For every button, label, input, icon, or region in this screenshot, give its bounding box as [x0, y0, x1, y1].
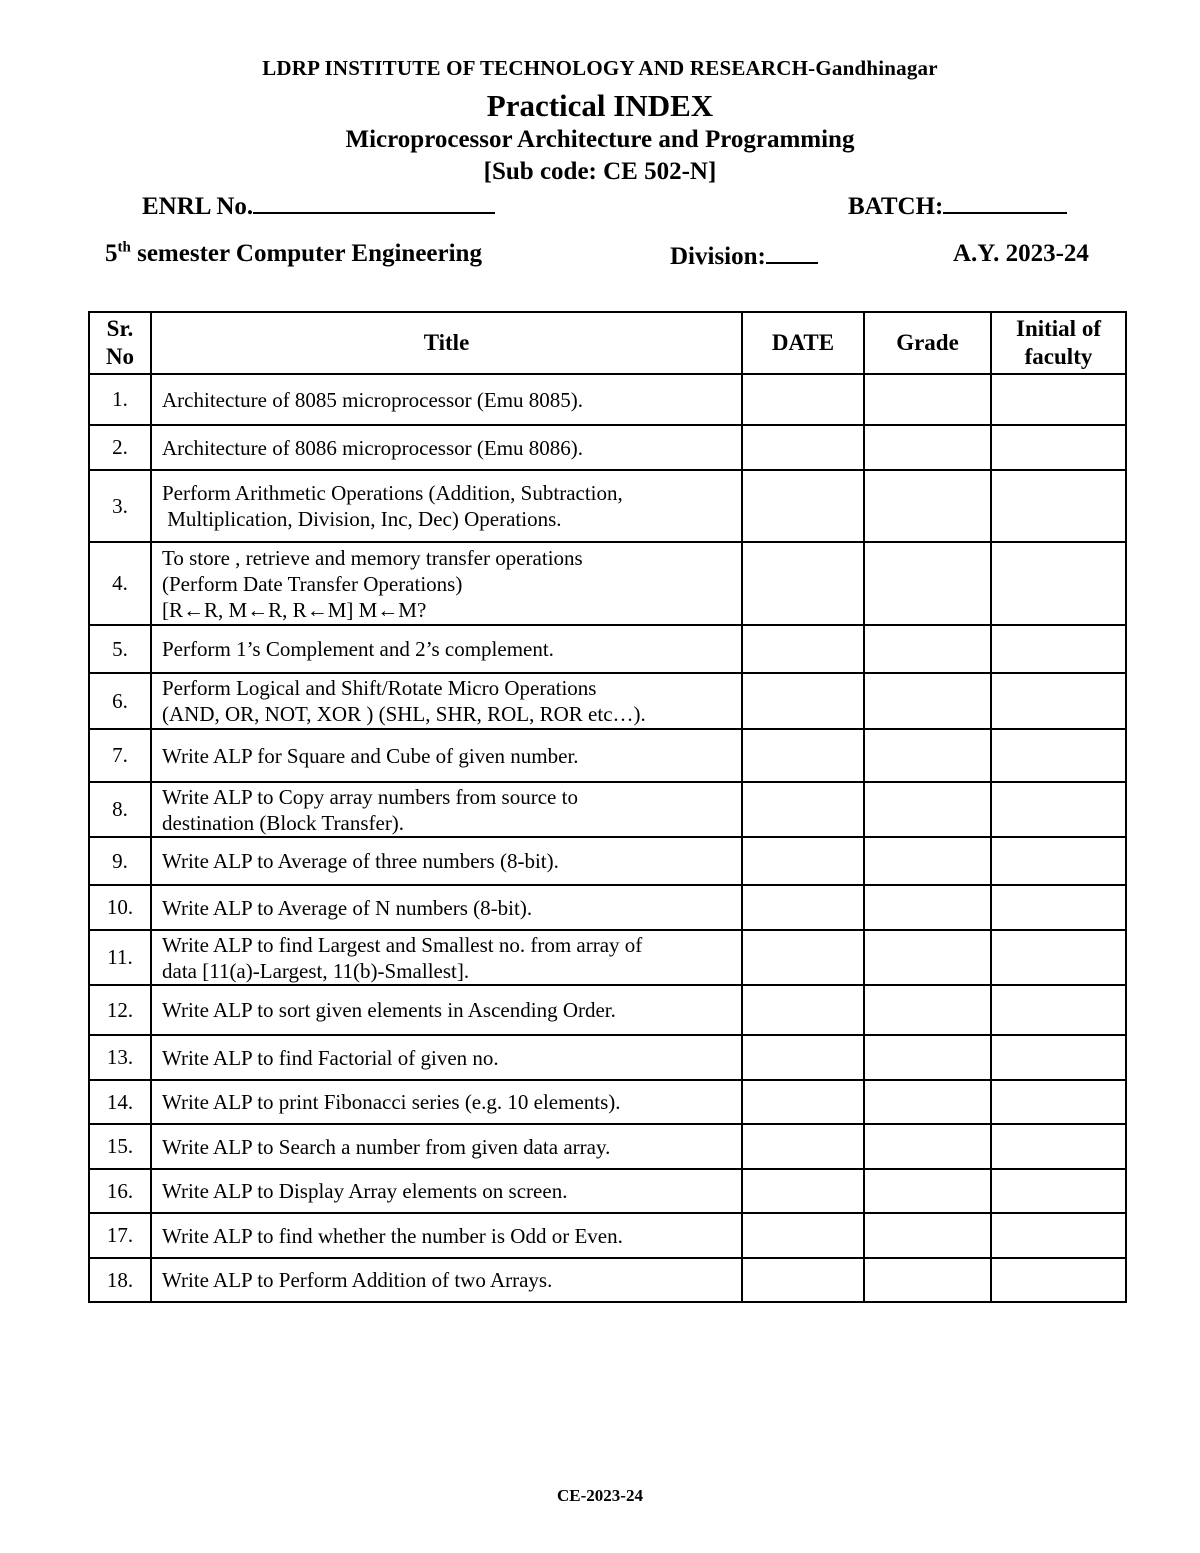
row-sr-no: 17. — [89, 1213, 151, 1258]
row-grade-cell[interactable] — [864, 673, 991, 729]
row-grade-cell[interactable] — [864, 1169, 991, 1213]
row-initial-cell[interactable] — [991, 673, 1126, 729]
row-date-cell[interactable] — [742, 885, 864, 930]
row-grade-cell[interactable] — [864, 470, 991, 542]
row-title — [151, 729, 742, 782]
row-initial-cell[interactable] — [991, 837, 1126, 885]
row-sr-no: 7. — [89, 729, 151, 782]
header-title: Title — [151, 312, 742, 374]
row-grade-cell[interactable] — [864, 1035, 991, 1080]
row-initial-cell[interactable] — [991, 470, 1126, 542]
table-row — [89, 885, 1126, 930]
table-header-row — [89, 312, 1126, 374]
row-initial-cell[interactable] — [991, 885, 1126, 930]
row-title — [151, 782, 742, 837]
enrollment-blank[interactable] — [253, 190, 495, 214]
table-row — [89, 1035, 1126, 1080]
row-date-cell[interactable] — [742, 930, 864, 985]
table-row — [89, 1124, 1126, 1169]
row-title — [151, 542, 742, 625]
practical-index-table — [88, 311, 1127, 1303]
table-row — [89, 374, 1126, 425]
row-grade-cell[interactable] — [864, 1124, 991, 1169]
row-title — [151, 985, 742, 1035]
row-title — [151, 374, 742, 425]
division-label: Division: — [670, 243, 766, 270]
row-title-line: Write ALP to Perform Addition of two Arrays. — [162, 1268, 553, 1292]
row-grade-cell[interactable] — [864, 1213, 991, 1258]
row-grade-cell[interactable] — [864, 1258, 991, 1302]
row-title-line: Write ALP to Search a number from given data array. — [162, 1134, 611, 1159]
row-title-line: Write ALP to print Fibonacci series (e.g. 10 elements). — [162, 1090, 621, 1114]
row-grade-cell[interactable] — [864, 930, 991, 985]
row-title-line: Write ALP to Copy array numbers from source to — [162, 784, 578, 809]
row-sr-no: 4. — [89, 542, 151, 625]
row-title-line: Write ALP for Square and Cube of given number. — [162, 743, 579, 768]
row-grade-cell[interactable] — [864, 1080, 991, 1124]
table-row — [89, 1258, 1126, 1302]
row-date-cell[interactable] — [742, 782, 864, 837]
academic-year: A.Y. 2023-24 — [953, 240, 1089, 267]
row-grade-cell[interactable] — [864, 542, 991, 625]
row-initial-cell[interactable] — [991, 729, 1126, 782]
row-title-line: Write ALP to find Factorial of given no. — [162, 1045, 499, 1070]
row-sr-no: 1. — [89, 374, 151, 425]
header-sr-no: Sr. No — [89, 312, 151, 374]
row-initial-cell[interactable] — [991, 1124, 1126, 1169]
row-grade-cell[interactable] — [864, 837, 991, 885]
row-title-line: data [11(a)-Largest, 11(b)-Smallest]. — [162, 958, 470, 983]
row-title-line: Write ALP to find whether the number is Odd or Even. — [162, 1223, 623, 1248]
row-title-line: Perform 1’s Complement and 2’s complement. — [162, 637, 554, 661]
row-initial-cell[interactable] — [991, 985, 1126, 1035]
row-initial-cell[interactable] — [991, 374, 1126, 425]
table-row — [89, 1080, 1126, 1124]
batch-blank[interactable] — [943, 190, 1067, 214]
row-date-cell[interactable] — [742, 673, 864, 729]
row-date-cell[interactable] — [742, 1169, 864, 1213]
division-field — [670, 240, 818, 271]
row-date-cell[interactable] — [742, 374, 864, 425]
row-sr-no: 3. — [89, 470, 151, 542]
row-date-cell[interactable] — [742, 1213, 864, 1258]
row-title-line: destination (Block Transfer). — [162, 810, 405, 835]
table-row — [89, 425, 1126, 470]
row-sr-no: 13. — [89, 1035, 151, 1080]
row-title-line: Write ALP to Display Array elements on screen. — [162, 1179, 568, 1203]
row-initial-cell[interactable] — [991, 1258, 1126, 1302]
row-title — [151, 837, 742, 885]
row-grade-cell[interactable] — [864, 885, 991, 930]
table-row — [89, 782, 1126, 837]
row-date-cell[interactable] — [742, 470, 864, 542]
semester-ordinal: th — [117, 239, 131, 256]
row-date-cell[interactable] — [742, 985, 864, 1035]
enrollment-field — [142, 190, 495, 221]
row-date-cell[interactable] — [742, 542, 864, 625]
row-grade-cell[interactable] — [864, 625, 991, 673]
table-row — [89, 837, 1126, 885]
row-grade-cell[interactable] — [864, 374, 991, 425]
row-sr-no: 15. — [89, 1124, 151, 1169]
row-title — [151, 470, 742, 542]
row-title-line: Perform Logical and Shift/Rotate Micro Operations — [162, 676, 597, 700]
row-title-line: Multiplication, Division, Inc, Dec) Operations. — [162, 507, 562, 531]
row-title-line: To store , retrieve and memory transfer operations — [162, 545, 583, 570]
row-title-line: Write ALP to sort given elements in Ascending Order. — [162, 998, 616, 1022]
batch-label: BATCH: — [848, 193, 944, 220]
row-date-cell[interactable] — [742, 625, 864, 673]
subject-code: [Sub code: CE 502-N] — [483, 158, 717, 185]
footer-code: CE-2023-24 — [557, 1486, 643, 1505]
row-sr-no: 10. — [89, 885, 151, 930]
row-title-line: Architecture of 8085 microprocessor (Emu 8085). — [162, 387, 584, 412]
header-date: DATE — [742, 312, 864, 374]
row-date-cell[interactable] — [742, 425, 864, 470]
row-grade-cell[interactable] — [864, 782, 991, 837]
row-title-line: Perform Arithmetic Operations (Addition, Subtraction, — [162, 481, 623, 505]
row-sr-no: 16. — [89, 1169, 151, 1213]
table-row — [89, 470, 1126, 542]
row-sr-no: 9. — [89, 837, 151, 885]
row-sr-no: 14. — [89, 1080, 151, 1124]
row-date-cell[interactable] — [742, 1124, 864, 1169]
row-title-line: Write ALP to Average of N numbers (8-bit). — [162, 895, 533, 920]
row-title-line: Write ALP to Average of three numbers (8-bit). — [162, 849, 559, 873]
row-initial-cell[interactable] — [991, 425, 1126, 470]
row-title — [151, 1035, 742, 1080]
row-title — [151, 1124, 742, 1169]
row-title-line: [R←R, M←R, R←M] M←M? — [162, 597, 427, 622]
row-initial-cell[interactable] — [991, 1213, 1126, 1258]
row-initial-cell[interactable] — [991, 542, 1126, 625]
row-title — [151, 673, 742, 729]
row-initial-cell[interactable] — [991, 782, 1126, 837]
row-sr-no: 18. — [89, 1258, 151, 1302]
row-date-cell[interactable] — [742, 1035, 864, 1080]
row-date-cell[interactable] — [742, 837, 864, 885]
row-initial-cell[interactable] — [991, 1169, 1126, 1213]
table-row — [89, 985, 1126, 1035]
table-row — [89, 729, 1126, 782]
row-grade-cell[interactable] — [864, 985, 991, 1035]
row-sr-no: 5. — [89, 625, 151, 673]
row-title-line: (Perform Date Transfer Operations) — [162, 571, 463, 596]
row-date-cell[interactable] — [742, 729, 864, 782]
row-sr-no: 11. — [89, 930, 151, 985]
row-title-line: Write ALP to find Largest and Smallest no. from array of — [162, 932, 643, 957]
row-title — [151, 425, 742, 470]
table-row — [89, 1169, 1126, 1213]
header-grade: Grade — [864, 312, 991, 374]
row-grade-cell[interactable] — [864, 729, 991, 782]
table-body — [89, 374, 1126, 1302]
row-date-cell[interactable] — [742, 1080, 864, 1124]
row-title — [151, 1080, 742, 1124]
row-initial-cell[interactable] — [991, 1035, 1126, 1080]
row-title — [151, 1258, 742, 1302]
row-date-cell[interactable] — [742, 1258, 864, 1302]
division-blank[interactable] — [766, 240, 818, 264]
row-initial-cell[interactable] — [991, 930, 1126, 985]
row-grade-cell[interactable] — [864, 425, 991, 470]
institute-name: LDRP INSTITUTE OF TECHNOLOGY AND RESEARCH-Gandhinagar — [262, 56, 938, 80]
row-title-line: (AND, OR, NOT, XOR ) (SHL, SHR, ROL, ROR etc…). — [162, 702, 646, 726]
header-initial-of-faculty: Initial of faculty — [991, 312, 1126, 374]
row-sr-no: 12. — [89, 985, 151, 1035]
row-initial-cell[interactable] — [991, 625, 1126, 673]
row-title — [151, 1169, 742, 1213]
table-row — [89, 625, 1126, 673]
row-title — [151, 625, 742, 673]
row-title — [151, 930, 742, 985]
semester-number: 5 — [105, 240, 118, 267]
semester-text: semester Computer Engineering — [130, 240, 482, 267]
enrollment-label: ENRL No. — [142, 193, 254, 220]
row-sr-no: 8. — [89, 782, 151, 837]
row-sr-no: 2. — [89, 425, 151, 470]
row-initial-cell[interactable] — [991, 1080, 1126, 1124]
batch-field — [848, 190, 1067, 221]
table-row — [89, 542, 1126, 625]
row-title — [151, 885, 742, 930]
table-row — [89, 673, 1126, 729]
row-title — [151, 1213, 742, 1258]
page-title: Practical INDEX — [486, 88, 714, 123]
table-row — [89, 930, 1126, 985]
row-title-line: Architecture of 8086 microprocessor (Emu 8086). — [162, 435, 584, 460]
subject-name: Microprocessor Architecture and Programming — [345, 126, 855, 153]
table-row — [89, 1213, 1126, 1258]
semester-line — [105, 240, 482, 268]
row-sr-no: 6. — [89, 673, 151, 729]
